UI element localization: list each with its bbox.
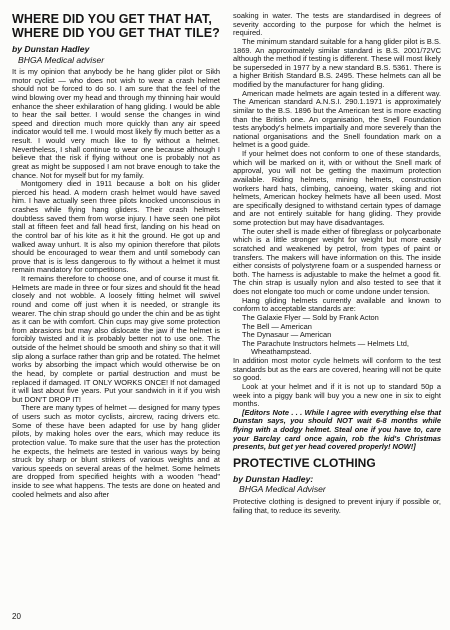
list-item: The Parachute Instructors helmets — Helmets Ltd, Wheathampstead. [242,338,409,357]
body-paragraph: There are many types of helmet — designed for many types of users such as motor cyclists, aircrew, racing drivers etc. Some of these have been adapted for use by hang glider pilots, by making holes over the ears, which may reduce its protection value. To make sure that the user has the protection he expects, the helmets are tested in various ways by being struck by sharp or blunt strikers of various weights and at various speeds on several areas of the helmet. Some helmets are dropped from specified heights with a wooden "head" inside to see what happens. The tests are done on heated and cooled helmets and also after [12,403,220,499]
list-item: The Bell — American [242,321,312,331]
article-affiliation: BHGA Medical adviser [18,54,105,65]
body-paragraph: In addition most motor cycle helmets will conform to the test standards but as the ears are covered, hearing will not be quite so good. [233,356,441,383]
body-paragraph: Montgomery died in 1911 because a bolt on his glider pierced his head. A modern crash helmet would have saved him. I have actually seen three pilots knocked unconscious in crashes while flying hang gliders. Their crash helmets doubtless saved them from worse injury. I have seen one pilot stall at fifteen feet and fall head first, landing on his head on the control bar of his kite as it hit the ground. He got up and walked away unhurt. It is also my opinion therefore that pilots should be encouraged to wear them and until somebody can prove that is is less dangerous to fly without a helmet it must remain mandatory for competitions. [12,179,220,275]
body-paragraph: If your helmet does not conform to one of these standards, which will be marked on it, with or without the Snell mark of approval, you will not be getting the maximum protection available. Riding helmets, mining helmets, construction workers hard hats, climbing, canoeing, water skiing and riot helmets, American hockey helmets have all been used. Most are specifically designed to withstand certain types of damage and are not entirely suitable for hang gliding. They provide some protection but may have disadvantages. [233,149,441,227]
section-author: by Dunstan Hadley: [233,473,314,484]
body-paragraph: American made helmets are again tested in a different way. The American standard A.N.S.I. 290.1.1971 is approximately similar to the B.S. 1896 but the American test is more exacting than the British one. An organisation, the Snell Foundation tests anybody's helmets impartially and more severely than the national organisations and the Snell foundation mark on a helmet is a good guide. [233,88,441,150]
list-item: The Galaxie Flyer — Sold by Frank Acton [242,312,379,322]
list-item: The Dynasaur — American [242,330,332,340]
page-number: 20 [12,612,21,621]
body-paragraph: Look at your helmet and if it is not up to standard 50p a week into a piggy bank will buy you a new one in six to eight months. [233,381,441,409]
helmet-list [233,314,441,357]
left-column [12,12,220,499]
body-paragraph: The outer shell is made either of fibreglass or polycarbonate which is a little stronger weight for weight but more easily scratched and weakened by petrol, from types of paint or transfers. The makers will have information on this. The inside either consists of polystyrene foam or a suspended harness or both. The harness is adjustable to make the helmet a good fit. The chin strap is usually nylon and also tested to see that it does not elongate too much or come undone under tension. [233,226,441,296]
right-column [233,12,441,515]
section-title: PROTECTIVE CLOTHING [233,455,376,470]
body-paragraph: It remains therefore to choose one, and of course it must fit. Helmets are made in three or four sizes and should fit the head closely and not wobble. A loosely fitting helmet will swivel round and come off just when it is needed, or strangle its wearer. The chin strap should go under the chin and be as tight as it can be with comfort. Chin cups may give some protection from abrasions but may also dislocate the jaw if the helmet is forcibly twisted and it is probably better not to use one. The outside of the helmet should be smooth and shiny so that it will slip along a surface rather than grip and be rotated. The helmet works by absorbing the impact which would otherwise be on the head, by complete or partial destruction and must be replaced if damaged. IT ONLY WORKS ONCE! If not damaged it will last about five years. Put your sandwich in it if you wish but DON'T DROP IT! [12,274,220,404]
editor-note: [Editors Note . . . While I agree with everything else that Dunstan says, you should NOT wait 6-8 months while flying with a dodgy helmet. Steal one if you have to, care your Barclay card once again, rob the kid's Christmas presents, but get yer head covered properly! NOW!] [233,407,441,452]
body-paragraph: It is my opinion that anybody be he hang glider pilot or Sikh motor cyclist — who does not wish to wear a crash helmet should not be forced to do so. I am sure that the feel of the wind blowing over my head and through my thinning hair would enhance the sheer exhilaration of hang gliding. I would be able to hear the sail better. I would sense the changes in wind speed and direction much more quickly than any air speed indicator would tell me. I would most likely fly much better as a result. I would very much like to fly without a helmet. Nevertheless, I shall continue to wear one because although I believe that the risk if flying without one is probably not as great as might be supposed I am not brave enough to take the chance. Not for myself but for my family. [12,67,220,180]
article-title: WHERE DID YOU GET THAT HAT, WHERE DID YOU GET THAT TILE? [12,12,220,40]
body-paragraph: soaking in water. The tests are standardised in degrees of severity according to the purpose for which the helmet is required. [233,11,441,38]
body-paragraph: The minimum standard suitable for a hang glider pilot is B.S. 1869. An approximately similar standard is B.S. 2001/72VC although the method if testing is different. These will most likely be superseded in 1977 by a new standard B.S. 5361. There is a higher British Standard B.S. 2495. These helmets can all be modified by the manufacturer for hang gliding. [233,36,441,89]
body-paragraph: Hang gliding helmets currently available and known to conform to acceptable standards are: [233,295,441,314]
section-paragraph: Protective clothing is designed to prevent injury if possible or, failing that, to reduce its severity. [233,496,441,515]
article-author: by Dunstan Hadley [12,44,90,54]
section-affiliation: BHGA Medical Adviser [239,484,326,495]
